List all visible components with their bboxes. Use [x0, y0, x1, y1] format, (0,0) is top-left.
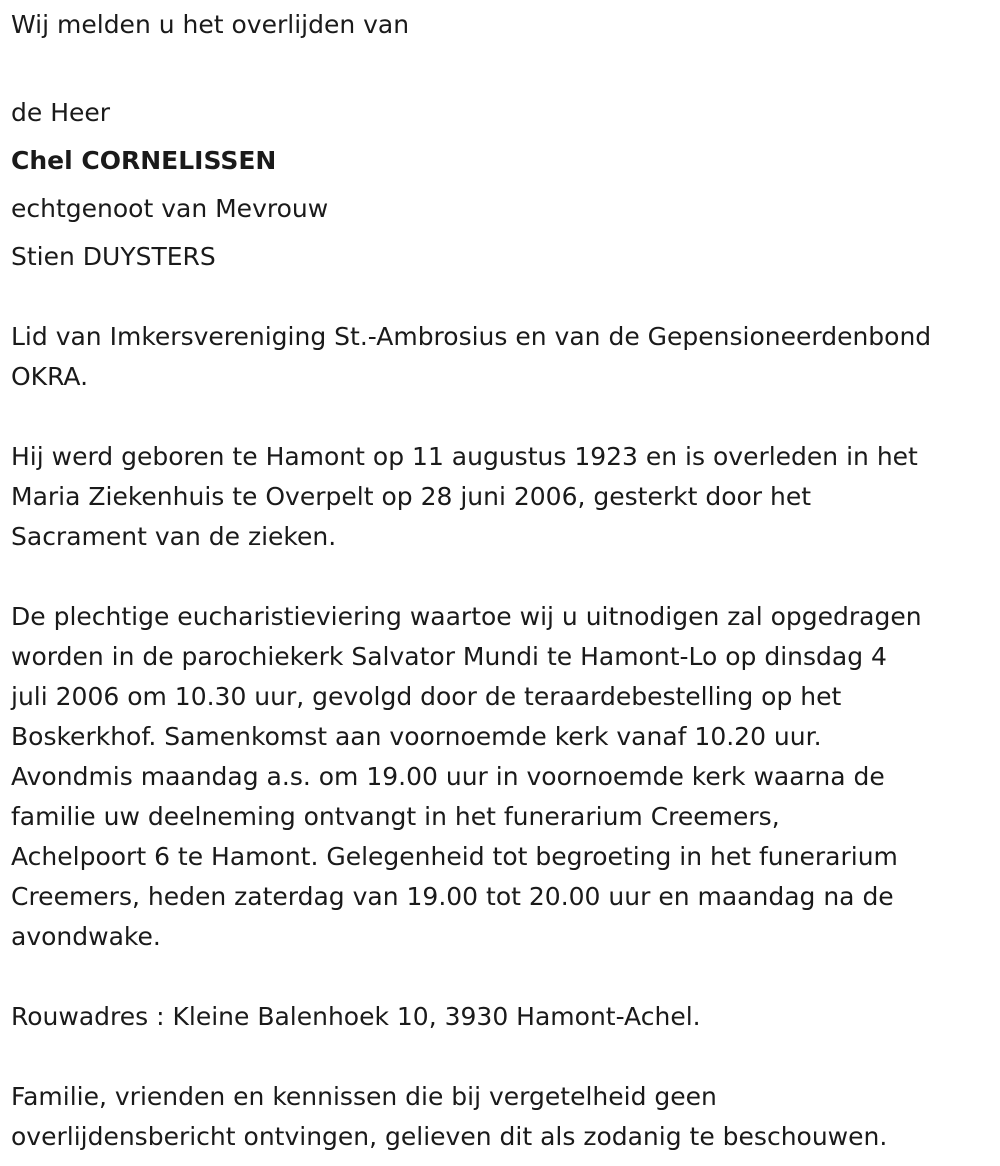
membership-line: OKRA. [11, 362, 89, 391]
ceremony-line: Boskerkhof. Samenkomst aan voornoemde kerk vanaf 10.20 uur. [11, 722, 822, 751]
spouse-line-2: Stien DUYSTERS [11, 242, 216, 271]
birth-death-paragraph [11, 437, 986, 557]
ceremony-line: Achelpoort 6 te Hamont. Gelegenheid tot begroeting in het funerarium [11, 842, 898, 871]
death-notice [11, 5, 991, 1157]
intro-text: Wij melden u het overlijden van [11, 10, 410, 39]
ceremony-line: Creemers, heden zaterdag van 19.00 tot 20.00 uur en maandag na de [11, 882, 894, 911]
ceremony-line: Avondmis maandag a.s. om 19.00 uur in voornoemde kerk waarna de [11, 762, 885, 791]
ceremony-line: avondwake. [11, 922, 161, 951]
closing-line: Familie, vrienden en kennissen die bij vergetelheid geen [11, 1082, 717, 1111]
membership-paragraph [11, 317, 986, 397]
ceremony-line: juli 2006 om 10.30 uur, gevolgd door de teraardebestelling op het [11, 682, 842, 711]
deceased-name: Chel CORNELISSEN [11, 146, 277, 175]
birth-death-line: Maria Ziekenhuis te Overpelt op 28 juni 2006, gesterkt door het [11, 482, 812, 511]
ceremony-line: De plechtige eucharistieviering waartoe wij u uitnodigen zal opgedragen [11, 602, 922, 631]
mourning-address: Rouwadres : Kleine Balenhoek 10, 3930 Hamont-Achel. [11, 1002, 701, 1031]
ceremony-line: worden in de parochiekerk Salvator Mundi te Hamont-Lo op dinsdag 4 [11, 642, 887, 671]
ceremony-paragraph [11, 597, 986, 957]
birth-death-line: Sacrament van de zieken. [11, 522, 337, 551]
ceremony-line: familie uw deelneming ontvangt in het funerarium Creemers, [11, 802, 780, 831]
spouse-line-1: echtgenoot van Mevrouw [11, 194, 329, 223]
birth-death-line: Hij werd geboren te Hamont op 11 augustus 1923 en is overleden in het [11, 442, 918, 471]
closing-line: overlijdensbericht ontvingen, gelieven dit als zodanig te beschouwen. [11, 1122, 888, 1151]
closing-paragraph [11, 1077, 986, 1157]
membership-line: Lid van Imkersvereniging St.-Ambrosius en van de Gepensioneerdenbond [11, 322, 932, 351]
salutation: de Heer [11, 98, 111, 127]
